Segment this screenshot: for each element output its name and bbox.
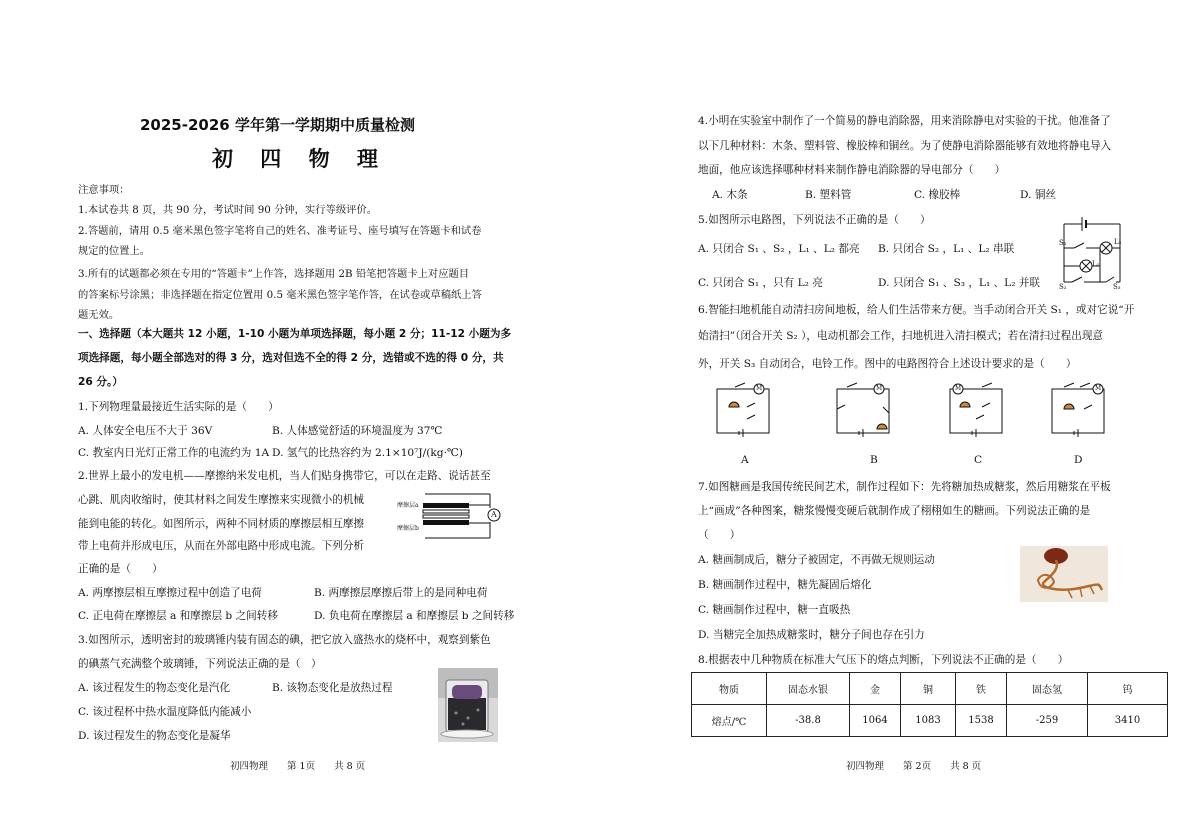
note-line: 1.本试卷共 8 页，共 90 分，考试时间 90 分钟，实行等级评价。 — [78, 204, 378, 216]
lamp-l1-label: L₁ — [1092, 260, 1100, 268]
switch-s3-label: S₃ — [1113, 283, 1121, 291]
lamp-l2-label: L₂ — [1114, 238, 1122, 246]
layer-b-label: 摩擦层b — [397, 525, 419, 532]
q5-option-a: A. 只闭合 S₁ 、S₂ ，L₁ 、L₂ 都亮 — [698, 243, 860, 255]
question-1-stem: 1.下列物理量最接近生活实际的是（ ） — [78, 401, 279, 413]
q2-option-b: B. 两摩擦层摩擦后带上的是同种电荷 — [314, 587, 488, 599]
circuit-option-c-label: C — [974, 454, 983, 466]
table-header-row — [692, 673, 1168, 705]
section-heading: 26 分。） — [78, 376, 123, 388]
question-2-text: 2.世界上最小的发电机——摩擦纳米发电机，当人们贴身携带它，可以在走路、说话甚至 — [78, 470, 491, 482]
table-row — [692, 705, 1168, 737]
circuit-option-a-label: A — [741, 454, 749, 466]
q4-option-a: A. 木条 — [712, 189, 748, 201]
melting-point-table — [691, 672, 1168, 737]
q3-option-a: A. 该过程发生的物态变化是汽化 — [78, 682, 231, 694]
note-line: 题无效。 — [78, 309, 120, 321]
question-7-text: （ ） — [698, 529, 741, 541]
q5-option-c: C. 只闭合 S₁ ，只有 L₂ 亮 — [698, 277, 823, 289]
question-3-text: 3.如图所示，透明密封的玻璃锤内装有固态的碘，把它放入盛热水的烧杯中，观察到紫色 — [78, 634, 491, 646]
note-line: 2.答题前，请用 0.5 毫米黑色签字笔将自己的姓名、准考证号、座号填写在答题卡和试卷 — [78, 225, 482, 237]
question-2-text: 心跳、肌肉收缩时，使其材料之间发生摩擦来实现微小的机械 — [78, 494, 365, 506]
q4-option-d: D. 铜丝 — [1020, 189, 1057, 201]
q1-option-a: A. 人体安全电压不大于 36V — [78, 425, 213, 437]
question-2-text: 正确的是（ ） — [78, 563, 163, 575]
table-cell: 金 — [850, 673, 901, 705]
motor-symbol: M — [955, 385, 962, 392]
circuit-option-a — [713, 383, 773, 439]
question-6-text: 6.智能扫地机能自动清扫房间地板，给人们生活带来方便。当手动闭合开关 S₁ ，或对它说“开 — [698, 304, 1135, 316]
iodine-beaker-photo — [438, 668, 498, 742]
exam-title: 2025-2026 学年第一学期期中质量检测 — [140, 116, 415, 134]
question-2-text: 带上电荷并形成电压，从而在外部电路中形成电流。下列分析 — [78, 540, 365, 552]
motor-symbol: M — [876, 385, 883, 392]
question-5-stem: 5.如图所示电路图，下列说法不正确的是（ ） — [698, 214, 931, 226]
table-cell: 物质 — [692, 673, 767, 705]
q7-option-a: A. 糖画制成后，糖分子被固定，不再做无规则运动 — [698, 554, 935, 566]
question-6-text: 始清扫”（闭合开关 S₂ ），电动机都会工作，扫地机进入清扫模式；若在清扫过程出现意 — [698, 330, 1104, 342]
q2-option-c: C. 正电荷在摩擦层 a 和摩擦层 b 之间转移 — [78, 610, 278, 622]
switch-s1-label: S₁ — [1059, 239, 1067, 247]
section-heading: 项选择题，每小题全部选对的得 3 分，选对但选不全的得 2 分，选错或不选的得 0 分，共 — [78, 352, 504, 364]
table-cell: 熔点/℃ — [692, 705, 767, 737]
q5-option-b: B. 只闭合 S₂ ，L₁ 、L₂ 串联 — [878, 243, 1015, 255]
page-footer: 初四物理 第 2页 共 8 页 — [846, 761, 982, 772]
table-cell: 铁 — [956, 673, 1007, 705]
note-line: 规定的位置上。 — [78, 245, 151, 257]
q7-option-d: D. 当糖完全加热成糖浆时，糖分子间也存在引力 — [698, 629, 925, 641]
note-line: 的答案标号涂黑；非选择题在指定位置用 0.5 毫米黑色签字笔作答，在试卷或草稿纸上答 — [78, 289, 482, 301]
section-heading: 一、选择题（本大题共 12 小题，1-10 小题为单项选择题，每小题 2 分；11-12 小题为多 — [78, 328, 512, 340]
q4-option-b: B. 塑料管 — [805, 189, 852, 201]
q3-option-c: C. 该过程杯中热水温度降低内能减小 — [78, 706, 252, 718]
nanogenerator-diagram — [395, 486, 515, 548]
circuit-option-d-label: D — [1074, 454, 1083, 466]
question-4-text: 以下几种材料：木条、塑料管、橡胶棒和铜丝。为了使静电消除器能够有效地将静电导入 — [698, 140, 1112, 152]
question-6-text: 外，开关 S₃ 自动闭合，电铃工作。图中的电路图符合上述设计要求的是（ ） — [698, 358, 1077, 370]
circuit-option-b — [833, 383, 893, 439]
subject-title: 初 四 物 理 — [212, 147, 388, 171]
question-2-text: 能到电能的转化。如图所示，两种不同材质的摩擦层相互摩擦 — [78, 518, 365, 530]
question-4-text: 地面，他应该选择哪种材料来制作静电消除器的导电部分（ ） — [698, 164, 1006, 176]
q1-option-c: C. 教室内日光灯正常工作的电流约为 1A — [78, 447, 270, 459]
q1-option-d: D. 氢气的比热容约为 2.1×10⁷J/(kg·℃) — [272, 447, 463, 459]
q7-option-c: C. 糖画制作过程中，糖一直吸热 — [698, 604, 851, 616]
table-cell: 1064 — [850, 705, 901, 737]
q2-option-d: D. 负电荷在摩擦层 a 和摩擦层 b 之间转移 — [314, 610, 515, 622]
q7-option-b: B. 糖画制作过程中，糖先凝固后熔化 — [698, 579, 872, 591]
q2-option-a: A. 两摩擦层相互摩擦过程中创造了电荷 — [78, 587, 262, 599]
q3-option-d: D. 该过程发生的物态变化是凝华 — [78, 730, 231, 742]
table-cell: 3410 — [1088, 705, 1168, 737]
question-8-stem: 8.根据表中几种物质在标准大气压下的熔点判断，下列说法不正确的是（ ） — [698, 654, 1069, 666]
q3-option-b: B. 该物态变化是放热过程 — [272, 682, 393, 694]
table-cell: 铜 — [901, 673, 956, 705]
note-line: 3.所有的试题都必须在专用的“答题卡”上作答，选择题用 2B 铅笔把答题卡上对应题目 — [78, 268, 470, 280]
page-footer: 初四物理 第 1页 共 8 页 — [230, 761, 366, 772]
table-cell: 1538 — [956, 705, 1007, 737]
table-cell: 钨 — [1088, 673, 1168, 705]
notes-heading: 注意事项： — [78, 184, 130, 196]
q1-option-b: B. 人体感觉舒适的环境温度为 37℃ — [272, 425, 443, 437]
sugar-painting-photo — [1020, 546, 1108, 602]
circuit-option-b-label: B — [870, 454, 878, 466]
page-2 — [600, 0, 1200, 831]
table-cell: 1083 — [901, 705, 956, 737]
motor-symbol: M — [756, 385, 763, 392]
q5-option-d: D. 只闭合 S₁ 、S₃ ，L₁ 、L₂ 并联 — [878, 277, 1041, 289]
question-3-text: 的碘蒸气充满整个玻璃锤，下列说法正确的是（ ） — [78, 658, 322, 670]
question-7-text: 上“画成”各种图案，糖浆慢慢变硬后就制作成了栩栩如生的糖画。下列说法正确的是 — [698, 505, 1091, 517]
table-cell: 固态氢 — [1007, 673, 1088, 705]
ammeter-label: A — [491, 510, 497, 519]
switch-s2-label: S₂ — [1059, 283, 1067, 291]
q4-option-c: C. 橡胶棒 — [914, 189, 961, 201]
question-4-text: 4.小明在实验室中制作了一个简易的静电消除器，用来消除静电对实验的干扰。他准备了 — [698, 115, 1111, 127]
layer-a-label: 摩擦层a — [397, 502, 419, 509]
table-cell: 固态水银 — [767, 673, 850, 705]
q5-circuit-diagram — [1048, 212, 1126, 290]
motor-symbol: M — [1095, 385, 1102, 392]
table-cell: -259 — [1007, 705, 1088, 737]
question-7-text: 7.如图糖画是我国传统民间艺术，制作过程如下：先将糖加热成糖浆，然后用糖浆在平板 — [698, 481, 1111, 493]
table-cell: -38.8 — [767, 705, 850, 737]
